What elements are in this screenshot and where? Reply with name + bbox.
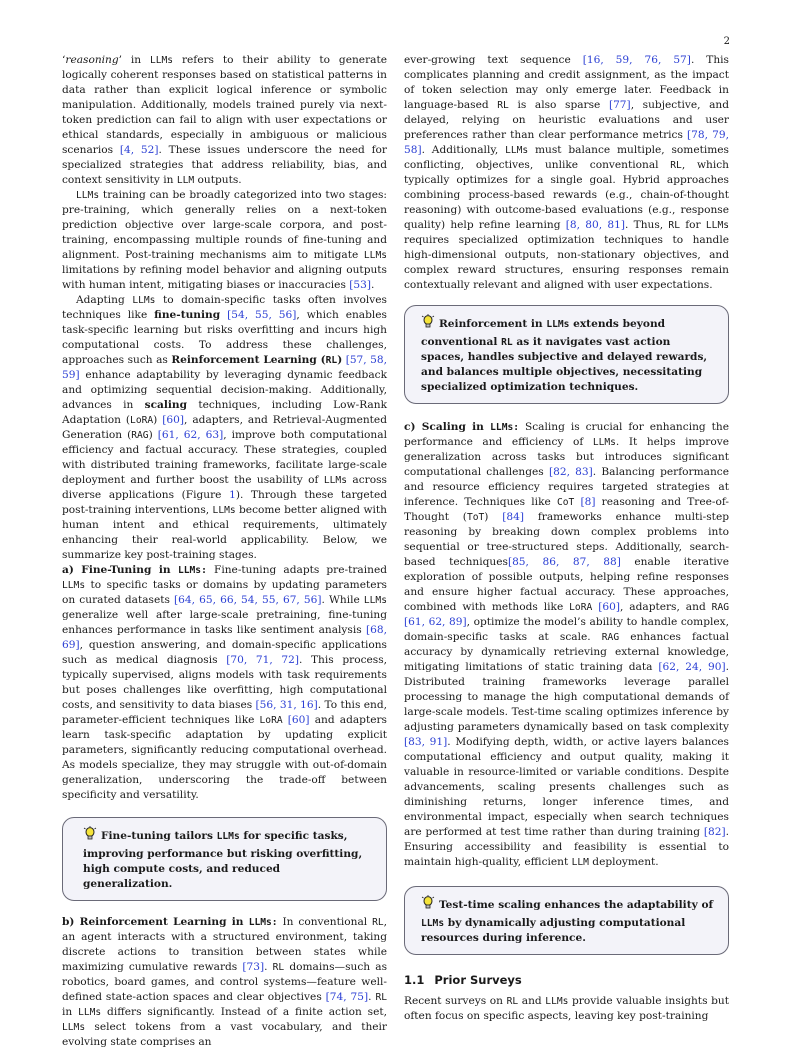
citation-link[interactable]: [56, 31, 16]: [255, 699, 318, 711]
citation-link[interactable]: [64, 65, 66, 54, 55, 67, 56]: [174, 594, 322, 606]
left-column: [62, 53, 387, 1050]
citation-link[interactable]: [68, 69]: [62, 624, 387, 651]
figure-link[interactable]: 1: [229, 489, 236, 501]
citation-link[interactable]: [61, 62, 63]: [157, 429, 224, 441]
citation-link[interactable]: [54, 55, 56]: [227, 309, 297, 321]
paragraph-reasoning: ‘reasoning’ in LLMs refers to their ability to generate logically coherent responses based on statistical patterns in data rather than explicit logical inference or symbolic manipulation. Additionally, models trained purely via next-token prediction can fail to align with user expectations or ethical standards, especially in ambiguous or malicious scenarios [4, 52]. These issues underscore the need for specialized strategies that address reliability, bias, and context sensitivity in LLM outputs.: [62, 54, 387, 186]
page-number: 2: [723, 36, 730, 47]
paragraph-rl-continued: ever-growing text sequence [16, 59, 76, 57]. This complicates planning and credit assignment, as the impact of token selection may only emerge later. Feedback in language-based RL is also sparse [77], subjective, and delayed, relying on heuristic evaluations and user preferences rather than clear performance metrics [78, 79, 58]. Additionally, LLMs must balance multiple, sometimes conflicting, objectives, unlike conventional RL, which typically optimizes for a single goal. Hybrid approaches combining process-based rewards (e.g., chain-of-thought reasoning) with outcome-based evaluations (e.g., response quality) help refine learning [8, 80, 81]. Thus, RL for LLMs requires specialized optimization techniques to handle high-dimensional outputs, non-stationary objectives, and complex reward structures, ensuring responses remain contextually relevant and aligned with user expectations.: [404, 54, 729, 291]
citation-link[interactable]: [62, 24, 90]: [658, 661, 726, 673]
citation-link[interactable]: [83, 91]: [404, 736, 448, 748]
section-heading-prior-surveys: [404, 973, 729, 988]
citation-link[interactable]: [70, 71, 72]: [226, 654, 299, 666]
citation-link[interactable]: [73]: [242, 961, 265, 973]
citation-link[interactable]: [61, 62, 89]: [404, 616, 467, 628]
citation-link[interactable]: [8]: [580, 496, 596, 508]
citation-link[interactable]: [8, 80, 81]: [565, 219, 625, 231]
paragraph-scaling: c) Scaling in LLMs: Scaling is crucial for enhancing the performance and efficiency of LLMs. It helps improve generalization across tasks but introduces significant computational challenges [82, 83]. Balancing performance and resource efficiency requires targeted strategies at inference. Techniques like CoT [8] reasoning and Tree-of-Thought (ToT) [84] frameworks enhance multi-step reasoning by breaking down complex problems into sequential or tree-structured steps. Additionally, search-based techniques[85, 86, 87, 88] enable iterative exploration of possible outputs, helping refine responses and ensure higher factual accuracy. These approaches, combined with methods like LoRA [60], adapters, and RAG [61, 62, 89], optimize the model’s ability to handle complex, domain-specific tasks at scale. RAG enhances factual accuracy by dynamically retrieving external knowledge, mitigating limitations of static training data [62, 24, 90]. Distributed training frameworks leverage parallel processing to manage the high computational demands of large-scale models. Test-time scaling optimizes inference by adjusting parameters dynamically based on task complexity [83, 91]. Modifying depth, width, or active layers balances computational efficiency and output quality, making it valuable in resource-limited or variable conditions. Despite advancements, scaling presents challenges such as diminishing returns, longer inference times, and environmental impact, especially when search techniques are performed at test time rather than during training [82]. Ensuring accessibility and feasibility is essential to maintain high-quality, efficient LLM deployment.: [404, 421, 729, 868]
paragraph-adapting: Adapting LLMs to domain-specific tasks often involves techniques like fine-tuning [54, 55, 56], which enables task-specific learning but risks overfitting and incurs high computational costs. To address these challenges, approaches such as Reinforcement Learning (RL) [57, 58, 59] enhance adaptability by leveraging dynamic feedback and optimizing sequential decision-making. Additionally, advances in scaling techniques, including Low-Rank Adaptation (LoRA) [60], adapters, and Retrieval-Augmented Generation (RAG) [61, 62, 63], improve both computational efficiency and factual accuracy. These strategies, coupled with distributed training frameworks, facilitate large-scale deployment and further boost the usability of LLMs across diverse applications (Figure 1). Through these targeted post-training interventions, LLMs become better aligned with human intent and ethical requirements, ultimately enhancing their real-world applicability. Below, we summarize key post-training stages.: [62, 294, 387, 561]
citation-link[interactable]: [85, 86, 87, 88]: [507, 556, 621, 568]
paragraph-training-stages: LLMs training can be broadly categorized into two stages: pre-training, which generally relies on a next-token prediction objective over large-scale corpora, and post-training, encompassing multiple rounds of fine-tuning and alignment. Post-training mechanisms aim to mitigate LLMs limitations by refining model behavior and aligning outputs with human intent, mitigating biases or inaccuracies [53].: [62, 189, 387, 291]
citation-link[interactable]: [60]: [162, 414, 185, 426]
citation-link[interactable]: [84]: [502, 511, 524, 523]
citation-link[interactable]: [16, 59, 76, 57]: [582, 54, 691, 66]
paragraph-fine-tuning: a) Fine-Tuning in LLMs: Fine-tuning adapts pre-trained LLMs to specific tasks or domains by updating parameters on curated datasets [64, 65, 66, 54, 55, 67, 56]. While LLMs generalize well after large-scale pretraining, fine-tuning enhances performance in tasks like sentiment analysis [68, 69], question answering, and domain-specific applications such as medical diagnosis [70, 71, 72]. This process, typically supervised, aligns models with task requirements but poses challenges like overfitting, high computational costs, and sensitivity to data biases [56, 31, 16]. To this end, parameter-efficient techniques like LoRA [60] and adapters learn task-specific adaptation by updating explicit parameters, significantly reducing computational overhead. As models specialize, they may struggle with out-of-domain generalization, underscoring the trade-off between specificity and versatility.: [62, 564, 388, 801]
citation-link[interactable]: [4, 52]: [119, 144, 159, 156]
lightbulb-icon: [421, 314, 439, 335]
paragraph-reinforcement: b) Reinforcement Learning in LLMs: In conventional RL, an agent interacts with a structured environment, taking discrete actions to transition between states while maximizing cumulative rewards [73]. RL domains—such as robotics, board games, and control systems—feature well-defined state-action spaces and clear objectives [74, 75]. RL in LLMs differs significantly. Instead of a finite action set, LLMs select tokens from a vast vocabulary, and their evolving state comprises an: [62, 916, 388, 1048]
callout-fine-tuning: Fine-tuning tailors LLMs for specific tasks, improving performance but risking overfitting, high compute costs, and reduced generalization.: [62, 817, 387, 901]
citation-link[interactable]: [78, 79, 58]: [404, 129, 729, 156]
citation-link[interactable]: [77]: [608, 99, 631, 111]
citation-link[interactable]: [82, 83]: [548, 466, 593, 478]
citation-link[interactable]: [53]: [349, 279, 371, 291]
section-number: 1.1: [404, 973, 425, 987]
section-title: Prior Surveys: [434, 973, 522, 987]
lightbulb-icon: [83, 826, 101, 847]
citation-link[interactable]: [60]: [598, 601, 620, 613]
paragraph-prior-surveys: Recent surveys on RL and LLMs provide valuable insights but often focus on specific aspects, leaving key post-training: [404, 995, 729, 1022]
citation-link[interactable]: [57, 58, 59]: [62, 354, 387, 381]
citation-link[interactable]: [82]: [703, 826, 726, 838]
citation-link[interactable]: [74, 75]: [325, 991, 369, 1003]
right-column: [404, 53, 729, 1024]
citation-link[interactable]: [60]: [287, 714, 310, 726]
callout-reinforcement: Reinforcement in LLMs extends beyond conventional RL as it navigates vast action spaces, handles subjective and delayed rewards, and balances multiple objectives, necessitating specialized optimization techniques.: [404, 305, 729, 404]
callout-test-time-scaling: Test-time scaling enhances the adaptability of LLMs by dynamically adjusting computational resources during inference.: [404, 886, 729, 955]
lightbulb-icon: [421, 895, 439, 916]
